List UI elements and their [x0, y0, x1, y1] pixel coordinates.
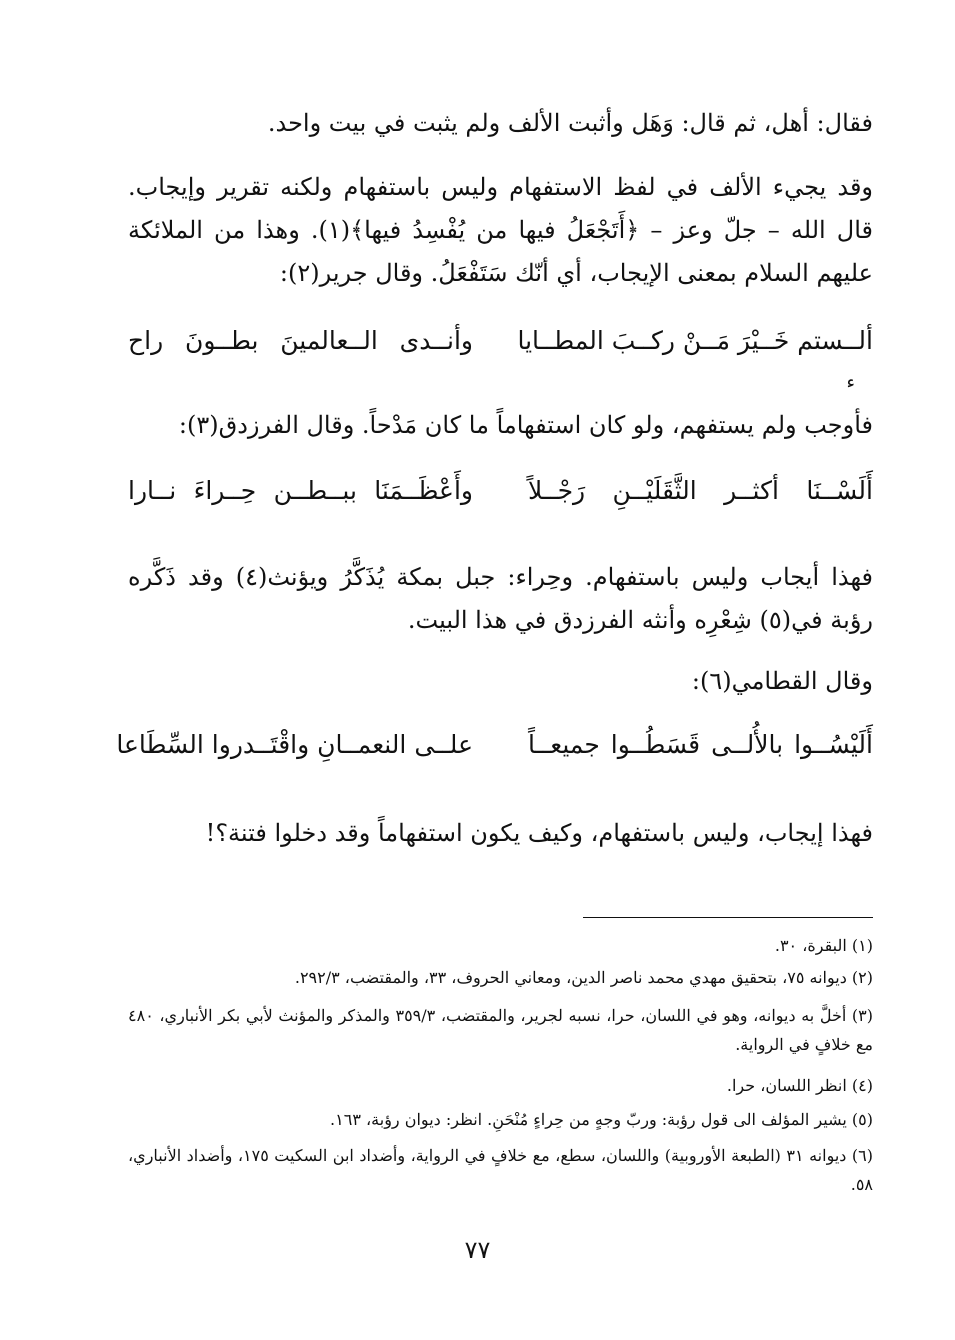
verse-qutami	[116, 730, 873, 774]
footnote-1: (١) البقرة، ٣٠.	[774, 936, 873, 955]
verse-mark: ء	[846, 372, 855, 393]
verse-qutami-first-hemistich: أَلَيْسُــوا بالأُلــى قَسَطُــوا جميعــاً	[528, 730, 873, 759]
footnote-3: (٣) أخلَّ به ديوانه، وهو في اللسان، حرا، نسبه لجرير، والمقتضب، ٣٥٩/٣ والمذكر والمؤنث لأبي بكر الأنباري، ٤٨٠ مع خلافٍ في الرواية.	[128, 1006, 874, 1054]
footnote-6: (٦) ديوانه ٣١ (الطبعة الأوروبية) واللسان، سطع، مع خلافٍ في الرواية، وأضداد ابن السكيت ١٧٥، وأضداد الأنباري، ٥٨.	[128, 1146, 874, 1194]
paragraph-6: فهذا إيجاب، وليس باستفهام، وكيف يكون استفهاماً وقد دخلوا فتنة؟!	[205, 819, 873, 847]
paragraph-3: فأوجب ولم يستفهم، ولو كان استفهاماً ما كان مَدْحاً. وقال الفرزدق(٣):	[178, 411, 873, 439]
footnote-2: (٢) ديوانه ٧٥، بتحقيق مهدي محمد ناصر الدين، ومعاني الحروف، ٣٣، والمقتضب، ٢٩٢/٣.	[294, 968, 873, 987]
footnote-divider	[583, 917, 873, 918]
paragraph-1: فقال: أهل، ثم قال: وَهَل وأثبت الألف ولم يثبت في بيت واحد.	[267, 109, 873, 137]
footnote-5: (٥) يشير المؤلف الى قول رؤبة: وربّ وجهٍ من حِراءٍ مُنْحَنِ. انظر: ديوان رؤبة، ١٦٣.	[330, 1110, 873, 1129]
verse-jarir	[128, 326, 873, 370]
paragraph-4: فهذا أيجاب وليس باستفهام. وحِراء: جبل بمكة يُذَكَّرُ ويؤنث(٤) وقد ذَكَّره رؤبة في(٥) شِعْرِه وأنثه الفرزدق في هذا البيت.	[128, 563, 873, 634]
verse-jarir-second-hemistich: وأنــدى الــعالمينَ بطــونَ راح	[128, 326, 473, 355]
page-number: ٧٧	[464, 1236, 491, 1264]
paragraph-5: وقال القطامي(٦):	[691, 667, 873, 695]
verse-farazdaq-second-hemistich: وأَعْظَــمَنَا ببــطــن حِــراءَ نــارا	[128, 476, 473, 505]
footnote-4: (٤) انظر اللسان، حرا.	[726, 1076, 873, 1095]
verse-jarir-first-hemistich: ألــستم خَــيْرَ مَــنْ ركــبَ المطــايا	[517, 326, 873, 355]
verse-farazdaq-first-hemistich: أَلَسْــنَا أكثــر الثَّقَلَيْــنِ رَجْــلاً	[528, 476, 873, 505]
paragraph-2: وقد يجيء الألف في لفظ الاستفهام وليس باستفهام ولكنه تقرير وإيجاب. قال الله – جلّ وعز – ﴿أَتَجْعَلُ فيها من يُفْسِدُ فيها﴾(١). وهذا من الملائكة عليهم السلام بمعنى الإيجاب، أي أنّك سَتَفْعَلُ. وقال جرير(٢):	[128, 173, 873, 287]
verse-farazdaq	[128, 476, 873, 520]
verse-qutami-second-hemistich: علــى النعمــانِ واقْتَــدروا السِّطَاعا	[116, 730, 473, 759]
